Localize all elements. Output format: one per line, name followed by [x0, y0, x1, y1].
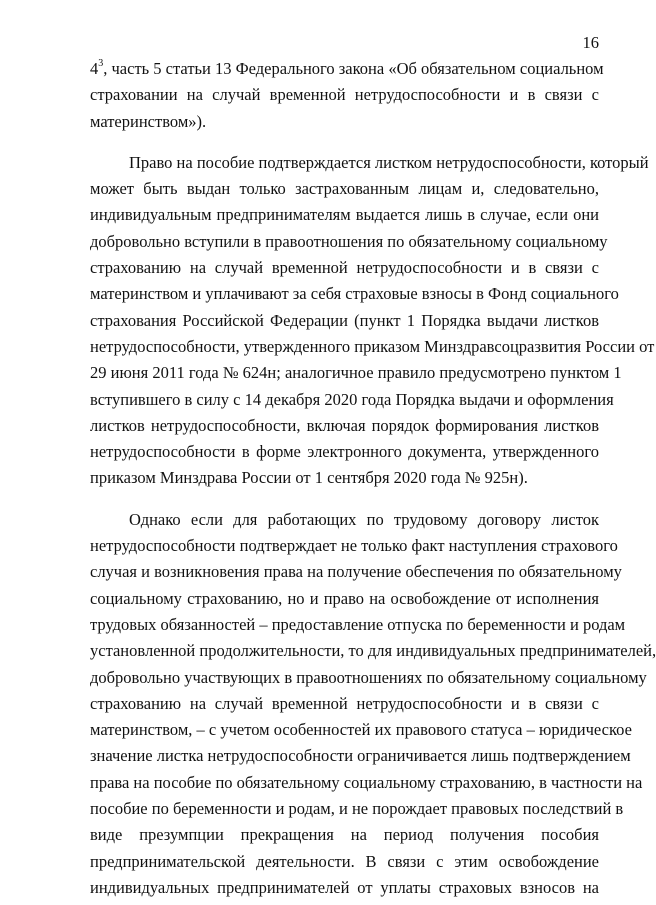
text-line: случая и возникновения права на получение обеспечения по обязательному: [90, 562, 622, 582]
text-line: страхованию на случай временной нетрудоспособности и в связи с: [90, 693, 599, 713]
text-line: виде презумпции прекращения на период получения пособия: [90, 825, 599, 845]
text-line: пособие по беременности и родам, и не порождает правовых последствий в: [90, 799, 624, 819]
paragraph: [90, 150, 655, 492]
paragraph: [90, 507, 656, 901]
document-body: [90, 56, 656, 901]
text-line: материнством, – с учетом особенностей их правового статуса – юридическое: [90, 720, 632, 740]
text-line: предпринимательской деятельности. В связи с этим освобождение: [90, 851, 599, 871]
text-line: социальному страхованию, но и право на освобождение от исполнения: [90, 588, 599, 608]
text-line: добровольно вступили в правоотношения по обязательному социальному: [90, 231, 608, 251]
text-line: индивидуальных предпринимателей от уплаты страховых взносов на: [90, 877, 599, 897]
text-line: приказом Минздрава России от 1 сентября 2020 года № 925н).: [90, 468, 528, 488]
text-line: вступившего в силу с 14 декабря 2020 года Порядка выдачи и оформления: [90, 389, 614, 409]
text-line: может быть выдан только застрахованным лицам и, следовательно,: [90, 179, 599, 199]
text-line: Однако если для работающих по трудовому договору листок: [129, 509, 599, 529]
text-line: страхованию на случай временной нетрудоспособности и в связи с: [90, 258, 599, 278]
text-line: Право на пособие подтверждается листком нетрудоспособности, который: [129, 152, 649, 172]
text-line: добровольно участвующих в правоотношениях по обязательному социальному: [90, 667, 647, 687]
text-line: страховании на случай временной нетрудоспособности и в связи с: [90, 85, 599, 105]
paragraph: [90, 56, 604, 135]
text-line: установленной продолжительности, то для индивидуальных предпринимателей,: [90, 641, 656, 661]
footnote-superscript: 3: [98, 57, 104, 69]
text-line: индивидуальным предпринимателям выдается лишь в случае, если они: [90, 205, 599, 225]
text-line: права на пособие по обязательному социальному страхованию, в частности на: [90, 772, 643, 792]
text-line: листков нетрудоспособности, включая порядок формирования листков: [90, 415, 599, 435]
text-line: значение листка нетрудоспособности ограничивается лишь подтверждением: [90, 746, 631, 766]
page-number: 16: [582, 33, 599, 52]
text-line: $4^3$, часть 5 статьи 13 Федерального закона «Об обязательном социальном: [90, 57, 604, 78]
text-line: материнством»).: [90, 111, 207, 131]
text-line: нетрудоспособности в форме электронного документа, утвержденного: [90, 442, 599, 462]
text-line: нетрудоспособности подтверждает не только факт наступления страхового: [90, 536, 618, 556]
text-line: страхования Российской Федерации (пункт 1 Порядка выдачи листков: [90, 310, 599, 330]
text-line: трудовых обязанностей – предоставление отпуска по беременности и родам: [90, 614, 626, 634]
text-line: нетрудоспособности, утвержденного приказом Минздравсоцразвития России от: [90, 336, 655, 356]
text-line: 29 июня 2011 года № 624н; аналогичное правило предусмотрено пунктом 1: [90, 363, 622, 383]
text-line: материнством и уплачивают за себя страховые взносы в Фонд социального: [90, 284, 619, 304]
